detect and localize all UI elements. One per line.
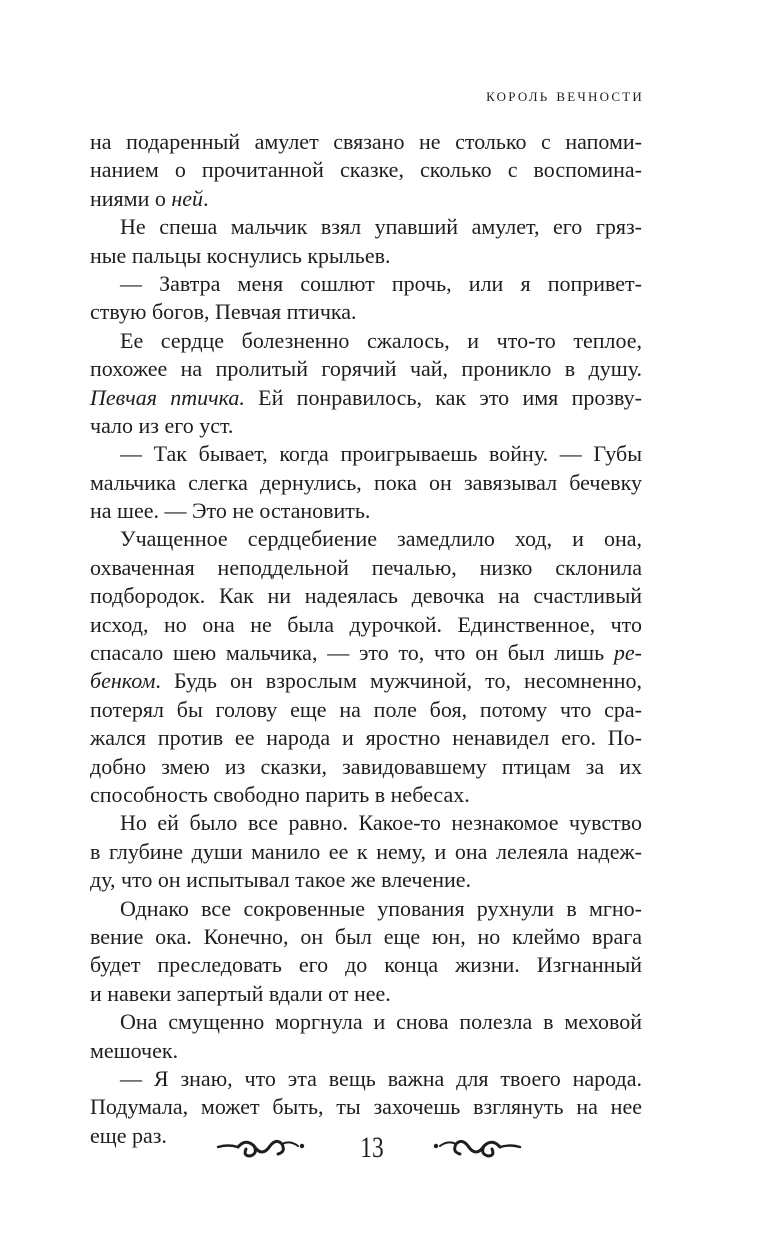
text-run: способность свободно парить в небесах. (90, 781, 470, 807)
running-head: король вечности (486, 85, 644, 106)
text-line (90, 440, 642, 468)
text-line (90, 781, 642, 809)
text-run: на шее. — Это не остановить. (90, 498, 371, 524)
text-run: на подаренный амулет связано не столько с напоми- (90, 129, 642, 154)
scroll-flourish-icon (430, 1134, 522, 1164)
text-run: ду, что он испытывал такое же влечение. (90, 867, 472, 893)
scroll-flourish-icon (216, 1134, 308, 1164)
page-footer (0, 1128, 768, 1168)
text-line (90, 611, 642, 639)
text-run: жался против ее народа и яростно ненавидел его. По- (90, 725, 642, 751)
text-line (90, 497, 642, 525)
body-text (90, 128, 642, 1150)
text-run: Однако все сокровенные упования рухнули в мгно- (120, 895, 642, 921)
text-run: — Я знаю, что эта вещь важна для твоего народа. (120, 1065, 642, 1091)
text-line (90, 213, 642, 241)
text-run: мальчика слегка дернулись, пока он завязывал бечевку (90, 469, 642, 495)
text-run: чало из его уст. (90, 412, 234, 438)
text-run: будет преследовать его до конца жизни. Изгнанный (90, 952, 642, 978)
text-line (90, 525, 642, 553)
text-run: Но ей было все равно. Какое-то незнакомое чувство (120, 810, 642, 836)
text-line (90, 412, 642, 440)
page-number: 13 (360, 1131, 384, 1164)
text-line (90, 327, 642, 355)
text-run: охваченная неподдельной печалью, низко склонила (90, 554, 642, 580)
text-line (90, 1008, 642, 1036)
text-line (90, 156, 642, 184)
text-line (90, 298, 642, 326)
text-line (90, 1065, 642, 1093)
text-line (90, 185, 642, 213)
italic-text: ре- (613, 640, 642, 666)
text-line (90, 639, 642, 667)
text-run: вение ока. Конечно, он был еще юн, но клеймо врага (90, 923, 642, 949)
text-run: ные пальцы коснулись крыльев. (90, 242, 391, 268)
text-line (90, 384, 642, 412)
text-line (90, 355, 642, 383)
text-line (90, 951, 642, 979)
text-run: похожее на пролитый горячий чай, проникло в душу. (90, 356, 642, 382)
text-line (90, 696, 642, 724)
text-run: в глубине души манило ее к нему, и она лелеяла надеж- (90, 838, 642, 864)
text-run: Она смущенно моргнула и снова полезла в меховой (120, 1009, 642, 1035)
text-line (90, 1037, 642, 1065)
text-line (90, 838, 642, 866)
text-run: еще раз. (90, 1122, 167, 1148)
text-run: и навеки запертый вдали от нее. (90, 980, 391, 1006)
text-run: потерял бы голову еще на поле боя, потому что сра- (90, 696, 642, 722)
text-line (90, 554, 642, 582)
text-run: спасало шею мальчика, — это то, что он был лишь (90, 640, 614, 666)
text-line (90, 809, 642, 837)
text-line (90, 980, 642, 1008)
text-run: Подумала, может быть, ты захочешь взглянуть на нее (90, 1094, 642, 1120)
text-run: — Завтра меня сошлют прочь, или я попривет- (120, 270, 642, 296)
text-line (90, 753, 642, 781)
text-run: . Будь он взрослым мужчиной, то, несомненно, (155, 668, 642, 694)
text-line (90, 469, 642, 497)
text-run: нанием о прочитанной сказке, сколько с воспомина- (90, 157, 642, 183)
text-line (90, 1093, 642, 1121)
text-line (90, 724, 642, 752)
italic-text: Певчая птичка. (90, 384, 245, 410)
text-line (90, 866, 642, 894)
text-line (90, 128, 642, 156)
text-run: Учащенное сердцебиение замедлило ход, и она, (120, 526, 642, 552)
text-line (90, 582, 642, 610)
text-run: подбородок. Как ни надеялась девочка на счастливый (90, 583, 642, 609)
text-run: Не спеша мальчик взял упавший амулет, его гряз- (120, 214, 642, 240)
text-line (90, 923, 642, 951)
text-run: исход, но она не была дурочкой. Единственное, что (90, 611, 642, 637)
text-run: мешочек. (90, 1037, 179, 1063)
text-line (90, 242, 642, 270)
italic-text: ней (171, 185, 204, 211)
text-run: . (203, 185, 209, 211)
text-run: Ей понравилось, как это имя прозву- (244, 384, 642, 410)
text-run: ниями о (90, 185, 172, 211)
text-line (90, 895, 642, 923)
text-line (90, 667, 642, 695)
text-run: — Так бывает, когда проигрываешь войну. — Губы (120, 441, 642, 467)
text-run: ствую богов, Певчая птичка. (90, 299, 357, 325)
text-run: добно змею из сказки, завидовавшему птицам за их (90, 753, 642, 779)
text-run: Ее сердце болезненно сжалось, и что-то теплое, (120, 327, 642, 353)
text-line (90, 270, 642, 298)
italic-text: бенком (90, 668, 156, 694)
